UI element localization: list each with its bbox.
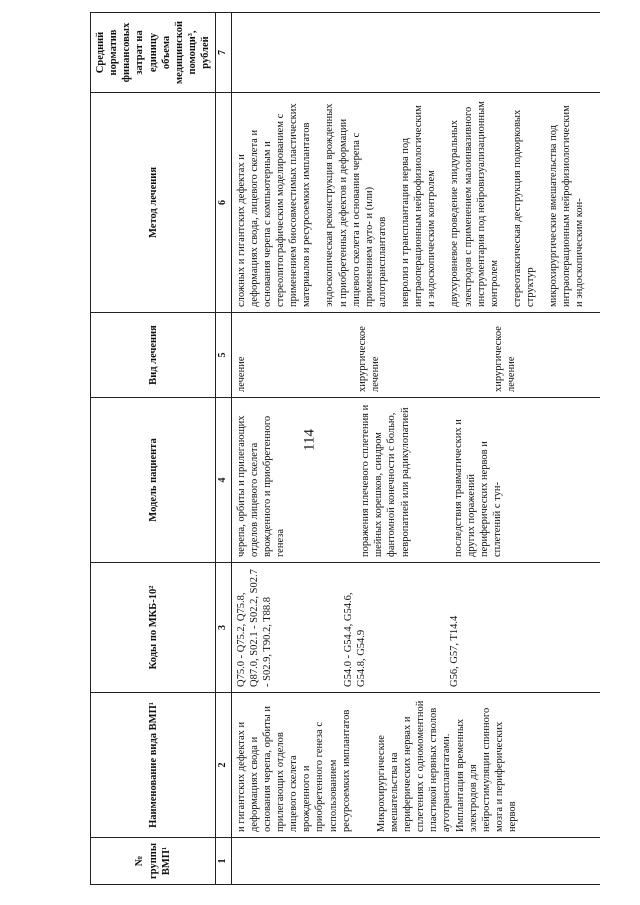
treatment-method: эндоскопическая реконструкция врожденных и приобретенных дефектов и деформации лицевого скелета и основания черепа с применением ауто- и (или) аллотрансплантатов — [324, 103, 388, 307]
treatment-type: хирургическое лечение — [493, 326, 518, 392]
column-number: 1 — [216, 837, 232, 884]
column-number: 2 — [216, 692, 232, 837]
icd-codes: Q75.0 - Q75.2, Q75.8, Q87.0, S02.1 - S02.2, S02.7 - S02.9, T90.2, T88.8 — [235, 569, 273, 687]
treatment-name: Микрохирургические вмешательства на периферических нервах и сплетениях с одномоментной пластикой нервных стволов аутотрансплантатами. Имплантация временных электродов для нейростимуляции спинного мозга и периферических нервов — [375, 700, 518, 832]
icd-codes: G56, G57, T14.4 — [449, 615, 461, 687]
column-number: 6 — [216, 92, 232, 312]
treatment-type: хирургическое лечение — [356, 326, 381, 392]
header-cell: Коды по МКБ-10² — [91, 562, 216, 692]
type-cell — [231, 312, 599, 397]
patient-model: последствия травматических и других поражений периферических нервов и сплетений с тун- — [452, 419, 503, 557]
header-cell: Вид лечения — [91, 312, 216, 397]
name-cell — [231, 692, 599, 837]
header-cell: Метод лечения — [91, 92, 216, 312]
treatment-method: невролиз и трансплантация нерва под интраоперационным нейрофизиологическим и эндоскопическим контролем — [400, 105, 438, 307]
group-cell — [231, 837, 599, 884]
patient-model: поражения плечевого сплетения и шейных корешков, синдром фантомной конечности с болью, невропатией или радикулопатией — [360, 404, 411, 557]
column-number-row — [216, 12, 232, 884]
codes-cell — [231, 562, 599, 692]
model-cell — [231, 397, 599, 562]
page-number: 114 — [301, 429, 318, 451]
treatment-method: двухуровневое проведение эпидуральных электродов с применением малоинвазивного инструментария под нейровизуализационным контролем — [449, 101, 500, 307]
header-cell: Средний норматив финансовых затрат на единицу объема медицинской помощи³, рублей — [91, 12, 216, 92]
icd-codes: G54.0 - G54.4, G54.6, G54.8, G54.9 — [343, 592, 368, 687]
column-number: 7 — [216, 12, 232, 92]
treatment-method: стереотаксическая деструкция подкорковых структур — [511, 109, 536, 307]
treatment-method: сложных и гигантских дефектах и деформациях свода, лицевого скелета и основания черепа с компьютерным и стереолитографическим моделированием с применением биосовместимых пластических материалов и ресурсоемких имплантатов — [235, 103, 313, 307]
treatment-type: лечение — [235, 356, 247, 392]
treatment-table — [90, 12, 600, 885]
treatment-method: микрохирургические вмешательства под интраоперационным нейрофизиологическим и эндоскопическим кон- — [548, 105, 586, 307]
column-number: 4 — [216, 397, 232, 562]
header-cell: Модель пациента — [91, 397, 216, 562]
header-cell: Наименование вида ВМП¹ — [91, 692, 216, 837]
cost-cell — [231, 12, 599, 92]
column-number: 3 — [216, 562, 232, 692]
treatment-name: и гигантских дефектах и деформациях свода и основания черепа, орбиты и прилегающих отделов лицевого скелета врожденного и приобретенного генеза с использованием ресурсоемких имплантатов — [235, 706, 352, 832]
table-row — [231, 12, 599, 884]
column-number: 5 — [216, 312, 232, 397]
header-cell: № группы ВМП¹ — [91, 837, 216, 884]
patient-model: черепа, орбиты и прилегающих отделов лицевого скелета врожденного и приобретенного генеза — [235, 415, 286, 557]
header-row — [91, 12, 216, 884]
method-cell — [231, 92, 599, 312]
